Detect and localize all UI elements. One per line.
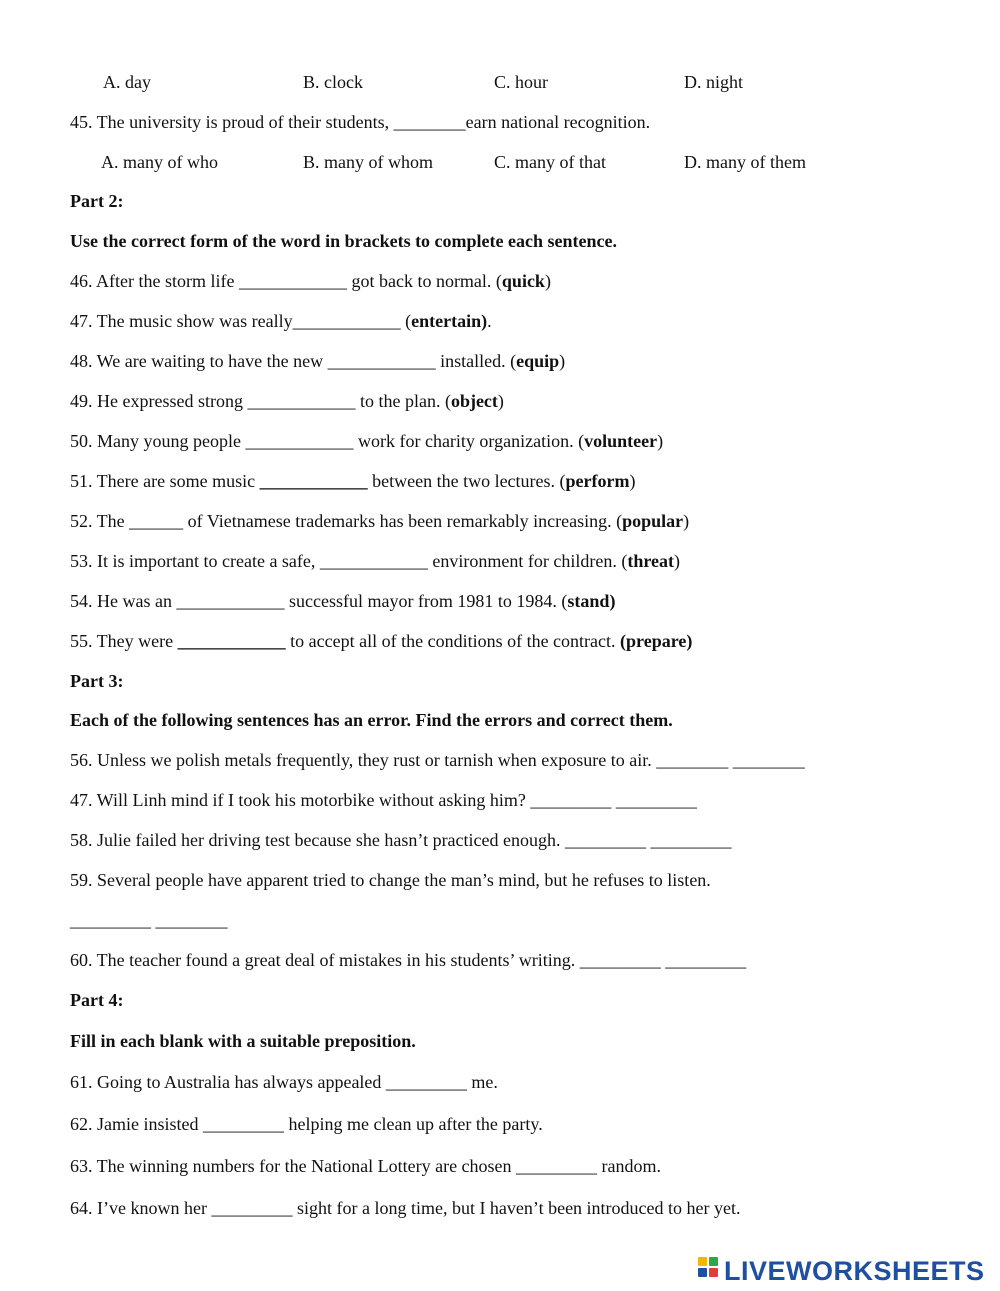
q51-blank[interactable]: ____________ <box>259 471 368 491</box>
liveworksheets-logo-text: LIVEWORKSHEETS <box>724 1255 985 1286</box>
question-51: 51. There are some music ____________ between the two lectures. (perform) <box>70 471 636 491</box>
part4-title: Part 4: <box>70 990 124 1010</box>
question-55: 55. They were ____________ to accept all of the conditions of the contract. (prepare) <box>70 631 693 651</box>
q45-blank[interactable]: ________ <box>393 112 466 132</box>
question-54: 54. He was an ____________ successful mayor from 1981 to 1984. (stand) <box>70 591 616 611</box>
liveworksheets-logo-icon <box>698 1257 720 1285</box>
question-56: 56. Unless we polish metals frequently, they rust or tarnish when exposure to air. ________ ________ <box>70 750 805 770</box>
question-46: 46. After the storm life ____________ got back to normal. (quick) <box>70 271 551 291</box>
q44-option-a: A. day <box>103 72 151 92</box>
question-60: 60. The teacher found a great deal of mistakes in his students’ writing. _________ _________ <box>70 950 747 970</box>
part2-title: Part 2: <box>70 191 124 211</box>
part2-instruction: Use the correct form of the word in brackets to complete each sentence. <box>70 231 617 251</box>
q44-option-c: C. hour <box>494 72 548 92</box>
question-45: 45. The university is proud of their students, ________earn national recognition. <box>70 112 651 132</box>
question-64: 64. I’ve known her _________ sight for a long time, but I haven’t been introduced to her yet. <box>70 1198 741 1218</box>
question-57: 47. Will Linh mind if I took his motorbike without asking him? _________ _________ <box>70 790 697 810</box>
q45-option-d: D. many of them <box>684 152 806 172</box>
q44-option-b: B. clock <box>303 72 363 92</box>
part3-title: Part 3: <box>70 671 124 691</box>
question-63: 63. The winning numbers for the National Lottery are chosen _________ random. <box>70 1156 662 1176</box>
question-48: 48. We are waiting to have the new ____________ installed. (equip) <box>70 351 566 371</box>
q45-option-b: B. many of whom <box>303 152 433 172</box>
question-47: 47. The music show was really____________ (entertain). <box>70 311 492 331</box>
liveworksheets-logo <box>698 1254 985 1288</box>
q45-option-c: C. many of that <box>494 152 606 172</box>
question-61: 61. Going to Australia has always appealed _________ me. <box>70 1072 498 1092</box>
question-49: 49. He expressed strong ____________ to the plan. (object) <box>70 391 504 411</box>
question-53: 53. It is important to create a safe, ____________ environment for children. (threat) <box>70 551 680 571</box>
question-52: 52. The ______ of Vietnamese trademarks has been remarkably increasing. (popular) <box>70 511 690 531</box>
question-50: 50. Many young people ____________ work for charity organization. (volunteer) <box>70 431 664 451</box>
question-58: 58. Julie failed her driving test because she hasn’t practiced enough. _________ _________ <box>70 830 732 850</box>
part3-instruction: Each of the following sentences has an error. Find the errors and correct them. <box>70 710 673 730</box>
q44-option-d: D. night <box>684 72 744 92</box>
question-59: 59. Several people have apparent tried to change the man’s mind, but he refuses to listen. <box>70 870 711 890</box>
question-59-blanks[interactable]: _________ ________ <box>70 910 228 930</box>
q45-option-a: A. many of who <box>101 152 218 172</box>
part4-instruction: Fill in each blank with a suitable preposition. <box>70 1031 416 1051</box>
q55-blank[interactable]: ____________ <box>177 631 286 651</box>
question-62: 62. Jamie insisted _________ helping me clean up after the party. <box>70 1114 543 1134</box>
